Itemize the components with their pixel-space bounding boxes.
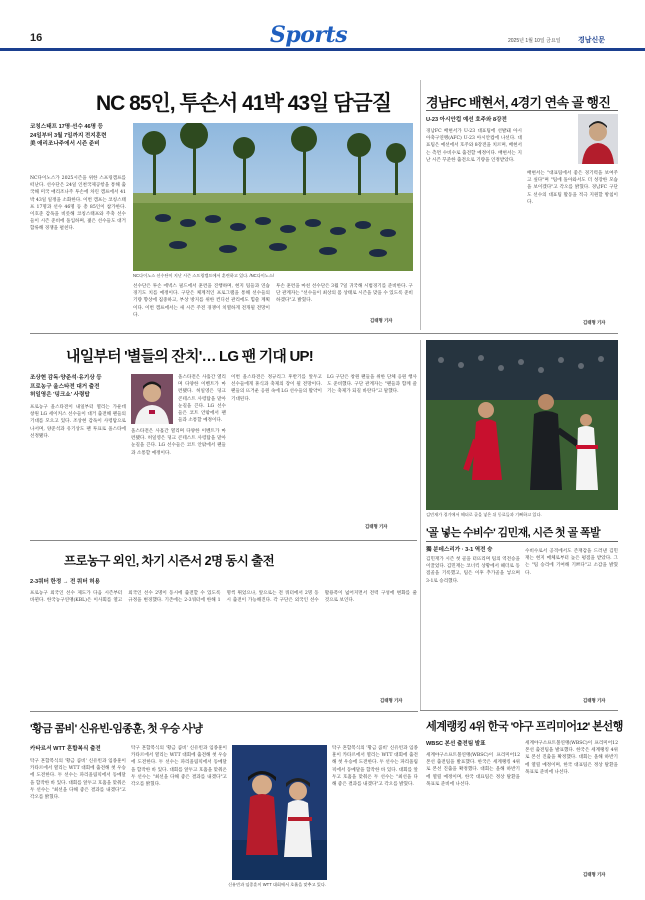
player-portrait xyxy=(578,114,618,164)
page-number: 16 xyxy=(30,32,43,44)
kim-subhead: 獨 분데스리가 · 3-1 역전 승 xyxy=(426,547,493,553)
lg-subheads xyxy=(30,374,126,400)
wbsc-subhead: WBSC 본선 출전팀 발표 xyxy=(426,741,486,747)
section-logo: Sports xyxy=(270,22,348,48)
kim-body-left: 김민재가 시즌 첫 골을 터뜨리며 팀의 역전승을 이끌었다. 김민재는 코너킥 상황에서 헤더로 동점골을 기록했고, 팀은 이후 추가골을 넣으며 3-1로 승리했다. xyxy=(426,557,520,584)
gyeongnam-headline: 경남FC 배현서, 4경기 연속 골 행진 xyxy=(426,95,611,110)
lg-body-b: 올스타전은 사흘간 열리며 다양한 이벤트가 마련됐다. 허일영은 덩크 콘테스트 사령탑을 맡아 눈길을 끈다. LG 선수들은 코트 안팎에서 팬들과 소통할 예정이다. xyxy=(131,429,226,456)
wbsc-body-right: 세계야구소프트볼연맹(WBSC)이 프리미어12 본선 출전팀을 발표했다. 한국은 세계랭킹 4위로 본선 진출을 확정했다. 대회는 올해 하반기에 열릴 예정이며, 한국 대표팀은 정상 탈환을 목표로 준비에 나선다. xyxy=(525,741,618,775)
lg-body-c: 이번 올스타전은 정규리그 후반기를 앞두고 선수들에게 휴식과 축제의 장이 될 전망이다. 팬들의 뜨거운 응원 속에 LG 선수들의 활약이 기대된다. xyxy=(231,375,322,402)
gyeongnam-subhead: U-23 아시안컵 예선 호주와 8강전 xyxy=(426,117,507,123)
column-divider xyxy=(420,80,421,330)
paper-name: 경남신문 xyxy=(578,37,606,44)
nc-photo-caption: NC다이노스 선수단이 지난 시즌 스프링캠프에서 훈련하고 있다. /NC다이노스/ xyxy=(133,273,275,278)
kim-photo-caption: 김민재가 경기에서 헤더로 골을 넣은 뒤 동료들과 기뻐하고 있다. xyxy=(426,512,542,517)
lg-subhead-1: 조상현 감독·양준석·유기상 등 xyxy=(30,375,102,381)
nc-body-mid: 선수단은 투손 에넥스 필드에서 훈련을 진행하며, 현지 팀들과 연습경기도 치를 예정이다. 구단은 체계적인 프로그램을 통해 선수들의 기량 향상에 집중하고, 부상 방지를 위한 컨디션 관리에도 힘쓸 계획이다. 이번 캠프에서는 새 시즌 주전 경쟁이 치열하게 전개될 전망이다. xyxy=(133,284,270,317)
lg-subhead-3: 허일영은 '덩크쇼' 사령탑 xyxy=(30,392,90,398)
nc-body-left: NC다이노스가 2025시즌을 위한 스프링캠프를 떠난다. 선수단은 24일 인천국제공항을 통해 출국해 미국 애리조나주 투손에 차린 캠프에서 41박 43일 일정을 소화한다. 이번 캠프는 코칭스태프 17명과 선수 46명 등 총 85인이 참가한다. 이호준 감독을 비롯해 코칭스태프와 주축 선수들이 시즌 준비에 돌입하며, 젊은 선수들도 대거 합류해 경쟁을 펼친다. xyxy=(30,176,126,232)
kim-headline: '골 넣는 수비수' 김민재, 시즌 첫 골 폭발 xyxy=(426,527,601,539)
gyeongnam-body-left: 경남FC 배현서가 U-23 대표팀에 선발돼 아시아축구연맹(AFC) U-23 아시안컵에 나선다. 대표팀은 예선에서 호주와 8강전을 치르며, 배현서는 측면 수비수로 출전할 예정이다. 배현서는 지난 시즌 꾸준한 출전으로 기량을 인정받았다. xyxy=(426,129,522,163)
column-divider-2 xyxy=(420,340,421,710)
wbsc-headline: 세계랭킹 4위 한국 '야구 프리미어12' 본선행 xyxy=(426,721,623,733)
nc-subheads xyxy=(30,123,125,149)
basketball-body: 프로농구 외국인 선수 제도가 다음 시즌부터 바뀐다. 한국농구연맹(KBL)은 이사회를 열고 외국인 선수 2명이 동시에 출전할 수 있도록 규정을 변경했다. 기존에는 2-3쿼터에 한해 1명씩 뛰었으나, 앞으로는 전 쿼터에서 2명 동시 출전이 가능해진다. 각 구단은 외국인 선수 활용폭이 넓어지면서 전력 구성에 변화를 줄 것으로 보인다. xyxy=(30,591,417,604)
section-divider-1 xyxy=(30,333,618,334)
pingpong-subhead: 카타르서 WTT 혼합복식 출전 xyxy=(30,746,101,752)
lg-subhead-2: 프로농구 올스타전 대거 출전 xyxy=(30,383,100,390)
pingpong-body-b: 탁구 혼합복식의 '황금 콤비' 신유빈과 임종훈이 카타르에서 열리는 WTT 대회에 출전해 첫 우승에 도전한다. 두 선수는 파리올림픽에서 동메달을 합작한 바 있다. 대회를 앞두고 호흡을 맞춰온 두 선수는 "최선을 다해 좋은 결과를 내겠다"고 각오를 밝혔다. xyxy=(131,746,227,788)
kim-minjae-photo xyxy=(426,340,618,510)
pingpong-body-c: 탁구 혼합복식의 '황금 콤비' 신유빈과 임종훈이 카타르에서 열리는 WTT 대회에 출전해 첫 우승에 도전한다. 두 선수는 파리올림픽에서 동메달을 합작한 바 있다. 대회를 앞두고 호흡을 맞춰온 두 선수는 "최선을 다해 좋은 결과를 내겠다"고 각오를 밝혔다. xyxy=(332,746,418,788)
gyeongnam-body-right: 배현서는 "대표팀에서 좋은 경기력을 보여주고 싶다"며 "팀에 돌아와서도 더 성장한 모습을 보이겠다"고 각오를 밝혔다. 경남FC 구단도 선수의 대표팀 활동을 적극 지원할 방침이다. xyxy=(527,171,618,205)
lg-body-d: LG 구단은 창원 팬들을 위한 단체 응원 행사도 준비했다. 구단 관계자는 "팬들과 함께 즐기는 축제가 되길 바란다"고 말했다. xyxy=(327,375,417,395)
pingpong-headline: '황금 콤비' 신유빈-임종훈, 첫 우승 사냥 xyxy=(30,723,203,735)
kim-byline: 김태형 기자 xyxy=(583,698,606,703)
wbsc-byline: 김태형 기자 xyxy=(583,872,606,877)
basketball-headline: 프로농구 외인, 차기 시즌서 2명 동시 출전 xyxy=(64,554,275,568)
gyeongnam-rule xyxy=(426,110,618,111)
issue-date: 2025년 1월 10일 금요일 xyxy=(508,38,561,44)
nc-subhead-1: 코칭스태프 17명·선수 46명 등 xyxy=(30,124,104,130)
nc-body-right: 투손 훈련을 마친 선수단은 3월 7일 귀국해 시범경기를 준비한다. 구단 관계자는 "선수들이 최상의 몸 상태로 시즌을 맞을 수 있도록 준비하겠다"고 밝혔다. xyxy=(276,284,413,304)
lg-body-a: 프로농구 올스타전이 내일부터 열리는 가운데 창원 LG 세이커스 선수들이 대거 출전해 팬들의 기대를 모으고 있다. 조상현 감독이 사령탑으로 나서며, 양준석과 유기상도 팬 투표로 올스타에 선정됐다. xyxy=(30,405,126,439)
gyeongnam-byline: 김태형 기자 xyxy=(583,320,606,325)
nc-subhead-3: 美 애리조나주에서 시즌 준비 xyxy=(30,141,100,147)
basketball-byline: 김태형 기자 xyxy=(380,698,403,703)
kim-body-right: 수비수로서 공격에서도 존재감을 드러낸 김민재는 현지 매체로부터 높은 평점을 받았다. 그는 "팀 승리에 기여해 기쁘다"고 소감을 밝혔다. xyxy=(525,549,618,576)
lg-body-b1: 올스타전은 사흘간 열리며 다양한 이벤트가 마련됐다. 허일영은 덩크 콘테스트 사령탑을 맡아 눈길을 끈다. LG 선수들은 코트 안팎에서 팬들과 소통할 예정이다. xyxy=(178,375,226,424)
lg-byline: 김태형 기자 xyxy=(365,524,388,529)
lg-player-portrait xyxy=(131,374,173,424)
section-divider-2 xyxy=(30,540,417,541)
pingpong-caption: 신유빈과 임종훈이 WTT 대회에서 호흡을 맞추고 있다. xyxy=(228,882,327,887)
masthead-rule xyxy=(0,48,645,51)
nc-byline: 김태형 기자 xyxy=(370,318,393,323)
basketball-subhead: 2-3쿼터 한정 → 전 쿼터 허용 xyxy=(30,579,101,585)
section-divider-4 xyxy=(420,710,618,711)
nc-training-photo xyxy=(133,123,413,271)
kim-rule xyxy=(426,541,618,542)
pingpong-photo xyxy=(232,745,327,880)
wbsc-body-left: 세계야구소프트볼연맹(WBSC)이 프리미어12 본선 출전팀을 발표했다. 한국은 세계랭킹 4위로 본선 진출을 확정했다. 대회는 올해 하반기에 열릴 예정이며, 한국 대표팀은 정상 탈환을 목표로 준비에 나선다. xyxy=(426,753,520,787)
pingpong-body-a: 탁구 혼합복식의 '황금 콤비' 신유빈과 임종훈이 카타르에서 열리는 WTT 대회에 출전해 첫 우승에 도전한다. 두 선수는 파리올림픽에서 동메달을 합작한 바 있다. 대회를 앞두고 호흡을 맞춰온 두 선수는 "최선을 다해 좋은 결과를 내겠다"고 각오를 밝혔다. xyxy=(30,759,126,801)
nc-subhead-2: 24일부터 3월 7일까지 전지훈련 xyxy=(30,132,107,139)
nc-headline: NC 85인, 투손서 41박 43일 담금질 xyxy=(96,92,391,115)
lg-headline: 내일부터 '별들의 잔치'… LG 팬 기대 UP! xyxy=(66,348,313,365)
section-divider-3 xyxy=(30,711,418,712)
